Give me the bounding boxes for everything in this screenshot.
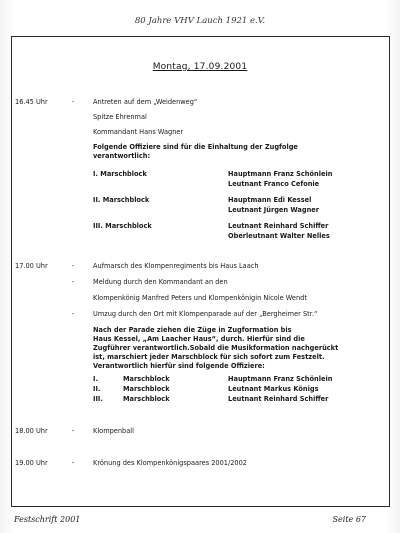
time-label: 19.00 Uhr — [15, 459, 48, 467]
event-text: Klompenball — [93, 427, 134, 435]
officer-name: Leutnant Franco Cefonie — [228, 180, 320, 188]
paragraph-line: Haus Kessel, „Am Laacher Haus“, durch. Hierfür sind die — [93, 335, 305, 343]
date-heading: Montag, 17.09.2001 — [152, 62, 248, 72]
footer-page-number: Seite 67 — [332, 515, 366, 524]
dash-marker: - — [72, 310, 75, 318]
officer-name: Hauptmann Franz Schönlein — [228, 375, 333, 383]
marschblock-number: I. — [93, 375, 98, 383]
marschblock-label: Marschblock — [123, 385, 170, 393]
paragraph-line: Zugführer verantwortlich.Sobald die Musikformation nachgerückt — [93, 344, 339, 352]
marschblock-label: Marschblock — [123, 395, 170, 403]
dash-marker: - — [72, 278, 75, 286]
footer-publication: Festschrift 2001 — [14, 515, 81, 524]
marschblock-number: II. — [93, 385, 101, 393]
event-text: Klompenkönig Manfred Peters und Klompenkönigin Nicole Wendt — [93, 294, 307, 302]
event-text: Meldung durch den Kommandant an den — [93, 278, 228, 286]
event-text: Umzug durch den Ort mit Klompenparade auf der „Bergheimer Str.“ — [93, 310, 318, 318]
marschblock-label: Marschblock — [123, 375, 170, 383]
time-label: 16.45 Uhr — [15, 98, 48, 106]
event-text: Antreten auf dem „Weidenweg“ — [93, 98, 198, 106]
paragraph-line: Verantwortlich hierfür sind folgende Offiziere: — [93, 362, 265, 370]
officer-name: Oberleutnant Walter Nelles — [228, 232, 330, 240]
dash-marker: - — [72, 98, 75, 106]
paragraph-line: ist, marschiert jeder Marschblock für sich sofort zum Festzelt. — [93, 353, 325, 361]
running-header: 80 Jahre VHV Lauch 1921 e.V. — [134, 16, 266, 26]
paragraph-line: Nach der Parade ziehen die Züge in Zugformation bis — [93, 326, 292, 334]
event-text: Krönung des Klompenkönigspaares 2001/2002 — [93, 459, 248, 467]
event-text: Aufmarsch des Klompenregiments bis Haus Laach — [93, 262, 259, 270]
dash-marker: - — [72, 459, 75, 467]
event-text: Spitze Ehrenmal — [93, 113, 147, 121]
dash-marker: - — [72, 262, 75, 270]
marschblock-number: III. — [93, 395, 103, 403]
event-text: Folgende Offiziere sind für die Einhaltung der Zugfolge — [93, 143, 298, 151]
marschblock-label: I. Marschblock — [93, 170, 147, 178]
event-text: verantwortlich: — [93, 152, 151, 160]
officer-name: Leutnant Markus Königs — [228, 385, 319, 393]
event-text: Kommandant Hans Wagner — [93, 128, 184, 136]
marschblock-label: II. Marschblock — [93, 196, 150, 204]
officer-name: Hauptmann Edi Kessel — [228, 196, 312, 204]
dash-marker: - — [72, 427, 75, 435]
officer-name: Leutnant Reinhard Schiffer — [228, 222, 329, 230]
time-label: 18.00 Uhr — [15, 427, 48, 435]
officer-name: Hauptmann Franz Schönlein — [228, 170, 333, 178]
time-label: 17.00 Uhr — [15, 262, 48, 270]
marschblock-label: III. Marschblock — [93, 222, 152, 230]
content-frame — [11, 36, 390, 507]
officer-name: Leutnant Reinhard Schiffer — [228, 395, 329, 403]
officer-name: Leutnant Jürgen Wagner — [228, 206, 320, 214]
